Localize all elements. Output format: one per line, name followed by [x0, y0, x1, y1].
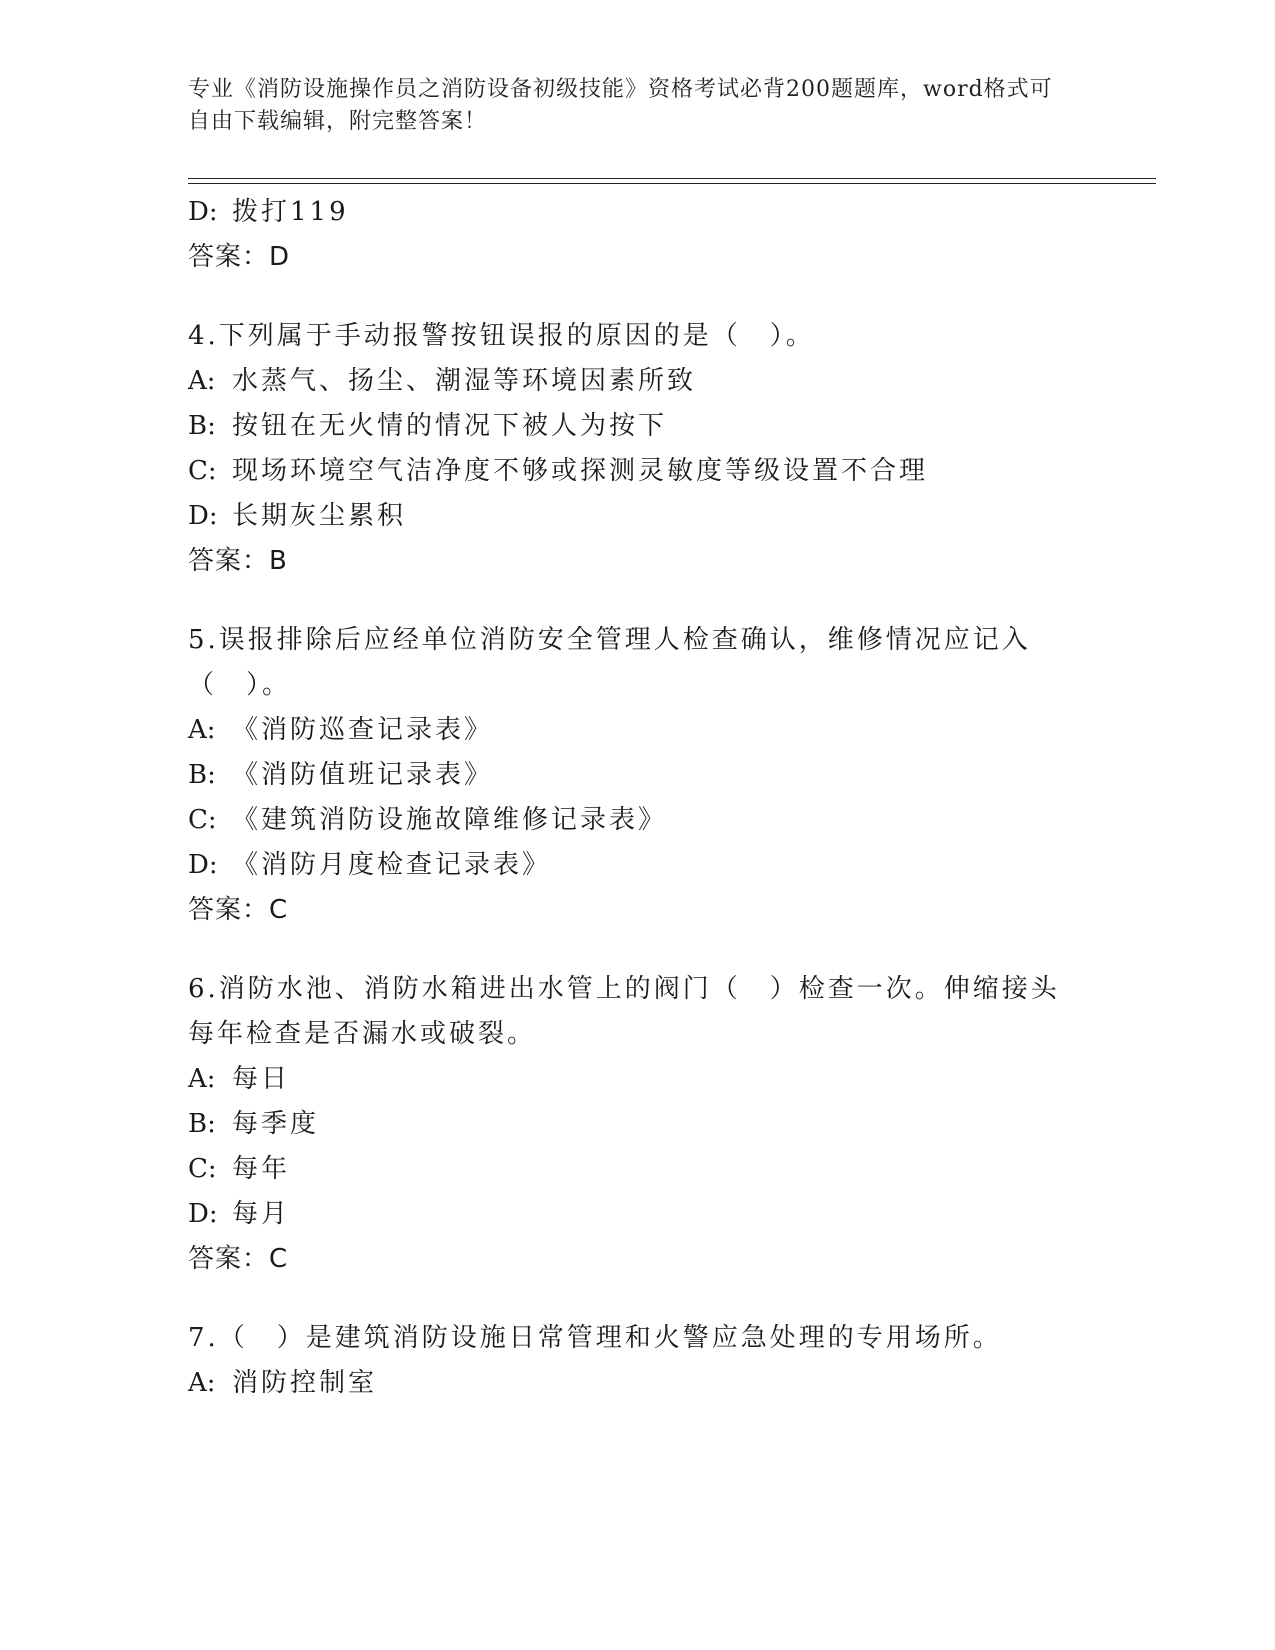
option-text: 每年: [232, 1154, 291, 1184]
question-block: [188, 314, 1068, 584]
option-letter: A:: [188, 1064, 216, 1094]
option-letter: B:: [188, 760, 216, 790]
option-letter: D:: [188, 1199, 218, 1229]
option-row: [188, 1361, 1068, 1406]
option-row: [188, 798, 1068, 843]
answer-line: 答案：C: [188, 1244, 289, 1274]
option-row: [188, 1057, 1068, 1102]
option-text: 《消防值班记录表》: [232, 760, 494, 790]
document-header: 专业《消防设施操作员之消防设备初级技能》资格考试必背200题题库，word格式可自由下载编辑，附完整答案！: [188, 77, 1053, 134]
option-text: 每季度: [232, 1109, 320, 1139]
option-letter: D:: [188, 197, 218, 227]
option-text: 《消防月度检查记录表》: [232, 850, 552, 880]
question-stem: 5.误报排除后应经单位消防安全管理人检查确认，维修情况应记入（ ）。: [188, 625, 1031, 700]
option-row: [188, 1102, 1068, 1147]
answer-line: 答案：D: [188, 242, 291, 272]
document-body: [188, 190, 1068, 1406]
question-block: [188, 1316, 1068, 1406]
option-text: 《消防巡查记录表》: [232, 715, 494, 745]
option-text: 按钮在无火情的情况下被人为按下: [232, 411, 668, 441]
question-stem: 6.消防水池、消防水箱进出水管上的阀门（ ）检查一次。伸缩接头每年检查是否漏水或破裂。: [188, 974, 1060, 1049]
option-letter: C:: [188, 805, 217, 835]
option-text: 拨打119: [232, 197, 349, 227]
option-row: [188, 449, 1068, 494]
option-row: [188, 1192, 1068, 1237]
question-stem: 7.（ ）是建筑消防设施日常管理和火警应急处理的专用场所。: [188, 1323, 1002, 1353]
option-text: 消防控制室: [232, 1368, 378, 1398]
option-row: [188, 494, 1068, 539]
previous-question-fragment: [188, 190, 1068, 280]
option-letter: A:: [188, 366, 216, 396]
option-letter: A:: [188, 1368, 216, 1398]
option-row: [188, 843, 1068, 888]
option-letter: C:: [188, 1154, 217, 1184]
option-text: 水蒸气、扬尘、潮湿等环境因素所致: [232, 366, 697, 396]
option-row: [188, 708, 1068, 753]
header-rule-top: [188, 178, 1156, 179]
option-text: 每月: [232, 1199, 291, 1229]
option-letter: A:: [188, 715, 216, 745]
option-letter: B:: [188, 411, 216, 441]
question-stem: 4.下列属于手动报警按钮误报的原因的是（ ）。: [188, 321, 815, 351]
option-text: 每日: [232, 1064, 291, 1094]
option-letter: D:: [188, 850, 218, 880]
option-row: [188, 190, 1068, 235]
option-row: [188, 1147, 1068, 1192]
question-block: [188, 967, 1068, 1282]
option-letter: C:: [188, 456, 217, 486]
option-letter: B:: [188, 1109, 216, 1139]
answer-line: 答案：B: [188, 546, 288, 576]
option-text: 长期灰尘累积: [232, 501, 407, 531]
option-row: [188, 753, 1068, 798]
option-row: [188, 359, 1068, 404]
option-text: 现场环境空气洁净度不够或探测灵敏度等级设置不合理: [232, 456, 929, 486]
header-rule-bottom: [188, 183, 1156, 184]
option-row: [188, 404, 1068, 449]
answer-line: 答案：C: [188, 895, 289, 925]
option-letter: D:: [188, 501, 218, 531]
option-text: 《建筑消防设施故障维修记录表》: [232, 805, 668, 835]
question-block: [188, 618, 1068, 933]
